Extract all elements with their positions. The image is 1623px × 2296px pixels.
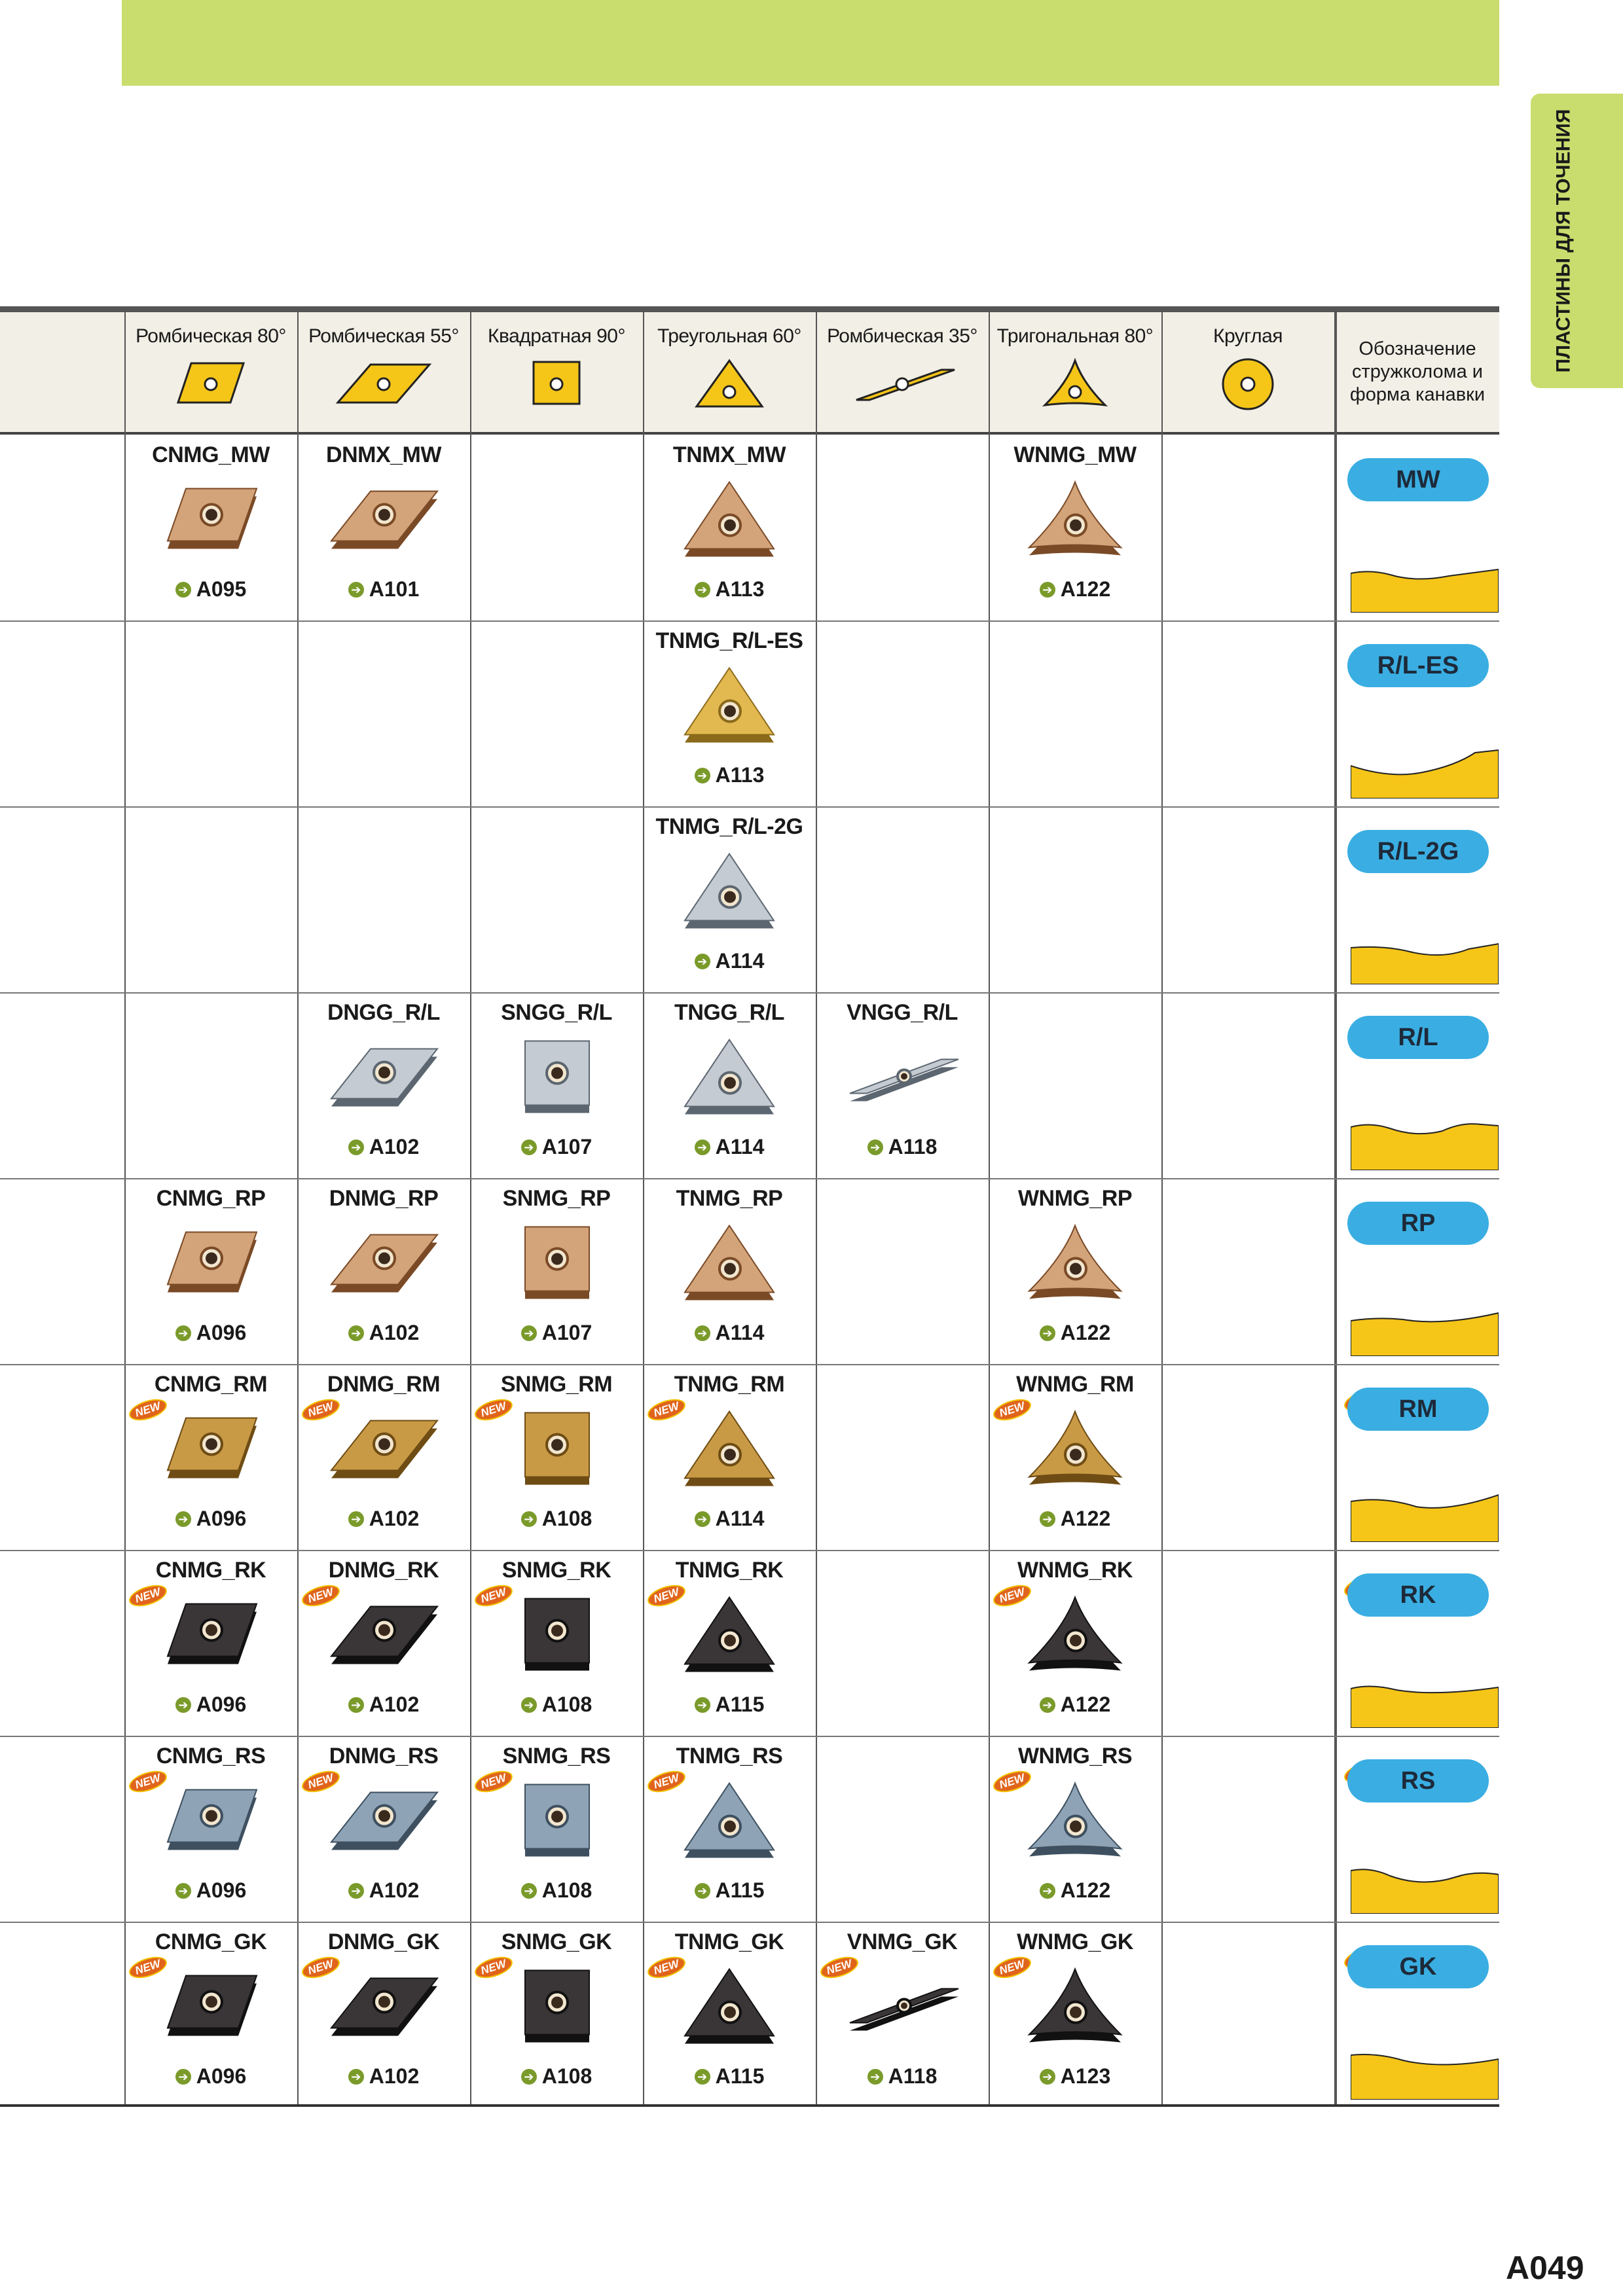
arrow-right-icon: ➔ [1040, 1325, 1055, 1341]
page-reference-link[interactable] [989, 1321, 1161, 1345]
insert-image [325, 1031, 443, 1126]
page-reference-link[interactable] [643, 577, 816, 601]
rhombic-55-icon [325, 357, 443, 412]
arrow-right-icon: ➔ [695, 1325, 710, 1341]
insert-image [325, 1217, 443, 1312]
trigon-80-icon [1016, 357, 1134, 412]
page-reference-link[interactable] [124, 577, 297, 601]
insert-image [325, 1589, 443, 1684]
page-reference-link[interactable] [989, 2064, 1161, 2089]
chipbreaker-legend-header: Обозначение стружколома и форма канавки [1349, 338, 1486, 405]
page-reference-label: A118 [888, 1135, 938, 1158]
insert-image [325, 1775, 443, 1870]
column-label: Круглая [1213, 325, 1283, 347]
insert-cell[interactable] [643, 1922, 816, 2108]
page-reference-link[interactable] [643, 763, 816, 787]
insert-cell[interactable] [816, 992, 989, 1178]
insert-code: TNMG_RK [675, 1558, 784, 1583]
chipbreaker-badge[interactable]: RM [1347, 1388, 1489, 1431]
insert-code: TNMG_RM [674, 1372, 785, 1397]
section-tab-label: ПЛАСТИНЫ ДЛЯ ТОЧЕНИЯ [1552, 109, 1575, 373]
arrow-right-icon: ➔ [175, 582, 191, 598]
arrow-right-icon: ➔ [521, 2069, 537, 2085]
page-reference-link[interactable] [643, 1507, 816, 1531]
new-badge: NEW [991, 1767, 1033, 1796]
insert-image [152, 1403, 270, 1498]
insert-cell[interactable] [643, 806, 816, 992]
new-badge: NEW [126, 1767, 169, 1796]
page-reference-label: A102 [369, 1878, 420, 1902]
insert-image [498, 1589, 615, 1684]
page-reference-link[interactable] [297, 1507, 470, 1531]
new-badge: NEW [472, 1952, 515, 1982]
round-icon [1189, 357, 1307, 412]
page-reference-link[interactable] [816, 2064, 989, 2089]
groove-profile-icon [1351, 746, 1499, 798]
insert-image [1016, 1589, 1134, 1684]
insert-image [670, 660, 788, 755]
insert-image [670, 1589, 788, 1684]
insert-code: SNMG_RS [502, 1744, 611, 1768]
arrow-right-icon: ➔ [348, 1139, 364, 1155]
arrow-right-icon: ➔ [695, 2069, 710, 2085]
page-reference-link[interactable] [470, 1135, 643, 1159]
groove-profile-icon [1351, 1118, 1499, 1170]
new-badge: NEW [472, 1581, 515, 1610]
insert-image [670, 474, 788, 569]
arrow-right-icon: ➔ [867, 1139, 883, 1155]
page-reference-link[interactable] [643, 1693, 816, 1717]
column-header-square-90 [470, 312, 643, 432]
insert-cell[interactable] [470, 1178, 643, 1364]
insert-image [1016, 474, 1134, 569]
arrow-right-icon: ➔ [348, 1883, 364, 1899]
insert-cell[interactable] [297, 1550, 470, 1736]
page-reference-link[interactable] [124, 2064, 297, 2089]
insert-image [325, 474, 443, 569]
insert-code: WNMG_RK [1017, 1558, 1133, 1583]
insert-cell[interactable] [989, 435, 1161, 620]
new-badge: NEW [645, 1395, 687, 1424]
insert-image [498, 1403, 615, 1498]
page-reference-label: A102 [369, 1693, 420, 1716]
arrow-right-icon: ➔ [175, 2069, 191, 2085]
rhombic-35-icon [843, 357, 961, 412]
column-header-rhombic-80 [124, 312, 297, 432]
insert-cell[interactable] [470, 1736, 643, 1922]
insert-image [1016, 1775, 1134, 1870]
insert-image [1016, 1403, 1134, 1498]
new-badge: NEW [472, 1767, 515, 1796]
column-header-round [1161, 312, 1334, 432]
page-reference-label: A108 [541, 1878, 593, 1902]
insert-code: TNMG_RS [676, 1744, 783, 1768]
column-divider [1161, 312, 1163, 2104]
arrow-right-icon: ➔ [521, 1139, 537, 1155]
page-reference-link[interactable] [124, 1507, 297, 1531]
arrow-right-icon: ➔ [175, 1325, 191, 1341]
page-reference-link[interactable] [297, 2064, 470, 2089]
insert-cell[interactable] [643, 620, 816, 806]
insert-code: TNMG_R/L-2G [655, 814, 803, 839]
insert-cell[interactable] [297, 1736, 470, 1922]
insert-code: DNMG_RM [327, 1372, 441, 1397]
insert-code: DNMX_MW [326, 442, 441, 467]
page-reference-label: A096 [196, 1321, 247, 1344]
arrow-right-icon: ➔ [348, 2069, 364, 2085]
insert-image [670, 1403, 788, 1498]
arrow-right-icon: ➔ [867, 2069, 883, 2085]
column-label: Ромбическая 55° [308, 325, 459, 347]
column-label: Квадратная 90° [488, 325, 625, 347]
insert-code: WNMG_RS [1017, 1744, 1133, 1768]
column-label: Треугольная 60° [657, 325, 801, 347]
chipbreaker-badge[interactable]: R/L-2G [1347, 830, 1489, 873]
new-badge: NEW [126, 1395, 169, 1424]
arrow-right-icon: ➔ [1040, 1883, 1055, 1899]
arrow-right-icon: ➔ [521, 1697, 537, 1713]
page-reference-link[interactable] [643, 2064, 816, 2089]
arrow-right-icon: ➔ [1040, 582, 1055, 598]
page-reference-label: A113 [715, 577, 765, 601]
page-reference-label: A096 [196, 1878, 247, 1902]
arrow-right-icon: ➔ [695, 1883, 710, 1899]
insert-cell[interactable] [470, 992, 643, 1178]
insert-code: CNMG_RM [154, 1372, 268, 1397]
insert-code: TNMG_RP [676, 1186, 783, 1211]
chipbreaker-badge[interactable]: R/L-ES [1347, 644, 1489, 687]
groove-profile-icon [1351, 560, 1499, 613]
groove-profile-icon [1351, 1676, 1499, 1728]
insert-code: SNGG_R/L [501, 1000, 612, 1025]
arrow-right-icon: ➔ [695, 582, 710, 598]
insert-image [670, 1961, 788, 2056]
insert-image [1016, 1961, 1134, 2056]
arrow-right-icon: ➔ [695, 768, 710, 783]
chipbreaker-badge[interactable]: RK [1347, 1573, 1489, 1617]
new-badge: NEW [299, 1581, 342, 1610]
insert-code: CNMG_RS [156, 1744, 266, 1768]
page-reference-label: A096 [196, 1507, 247, 1530]
arrow-right-icon: ➔ [348, 582, 364, 598]
insert-code: VNGG_R/L [847, 1000, 958, 1025]
insert-code: WNMG_MW [1013, 442, 1137, 467]
arrow-right-icon: ➔ [175, 1511, 191, 1527]
groove-profile-icon [1351, 2047, 1499, 2100]
insert-cell[interactable] [816, 1922, 989, 2108]
insert-cell[interactable] [124, 435, 297, 620]
column-header-rhombic-35 [816, 312, 989, 432]
page-reference-label: A107 [541, 1321, 593, 1344]
page-reference-link[interactable] [643, 1878, 816, 1903]
insert-code: DNMG_RK [328, 1558, 439, 1583]
arrow-right-icon: ➔ [1040, 1511, 1055, 1527]
page-reference-label: A115 [715, 2064, 765, 2088]
insert-code: SNMG_RK [501, 1558, 611, 1583]
insert-image [1016, 1217, 1134, 1312]
page-reference-label: A108 [541, 1693, 593, 1716]
arrow-right-icon: ➔ [521, 1511, 537, 1527]
page-reference-link[interactable] [297, 1135, 470, 1159]
insert-code: SNMG_RP [502, 1186, 611, 1211]
insert-cell[interactable] [470, 1922, 643, 2108]
insert-image [670, 846, 788, 941]
new-badge: NEW [472, 1395, 515, 1424]
insert-image [325, 1403, 443, 1498]
insert-cell[interactable] [470, 1550, 643, 1736]
page-reference-label: A114 [715, 949, 765, 973]
insert-cell[interactable] [989, 1550, 1161, 1736]
insert-cell[interactable] [297, 435, 470, 620]
insert-image [498, 1217, 615, 1312]
groove-profile-icon [1351, 1490, 1499, 1542]
new-badge: NEW [645, 1767, 687, 1796]
page-reference-label: A108 [541, 2064, 593, 2088]
new-badge: NEW [645, 1952, 687, 1982]
page-reference-label: A108 [541, 1507, 593, 1530]
page-reference-label: A096 [196, 1693, 247, 1716]
insert-code: TNMG_GK [674, 1929, 784, 1954]
page-reference-label: A107 [541, 1135, 593, 1158]
page-reference-label: A102 [369, 2064, 420, 2088]
page-reference-label: A095 [196, 577, 247, 601]
insert-code: SNMG_RM [500, 1372, 613, 1397]
page-reference-label: A115 [715, 1693, 765, 1716]
insert-image [843, 1031, 961, 1126]
column-divider [816, 312, 817, 2104]
chipbreaker-badge[interactable]: RP [1347, 1202, 1489, 1245]
insert-image [670, 1775, 788, 1870]
insert-image [152, 1961, 270, 2056]
insert-cell[interactable] [124, 1922, 297, 2108]
page-reference-label: A101 [369, 577, 420, 601]
insert-cell[interactable] [124, 1178, 297, 1364]
column-header-triangle-60 [643, 312, 816, 432]
page-reference-link[interactable] [124, 1321, 297, 1345]
page-reference-link[interactable] [643, 949, 816, 973]
page-reference-link[interactable] [643, 1135, 816, 1159]
page-reference-label: A114 [715, 1135, 765, 1158]
insert-cell[interactable] [643, 1364, 816, 1550]
new-badge: NEW [818, 1952, 860, 1982]
arrow-right-icon: ➔ [521, 1325, 537, 1341]
insert-code: SNMG_GK [501, 1929, 612, 1954]
page-reference-link[interactable] [989, 577, 1161, 601]
page-reference-link[interactable] [470, 1878, 643, 1903]
insert-cell[interactable] [297, 992, 470, 1178]
page-reference-link[interactable] [470, 1507, 643, 1531]
insert-image [498, 1961, 615, 2056]
insert-cell[interactable] [297, 1364, 470, 1550]
new-badge: NEW [299, 1767, 342, 1796]
top-color-band [122, 0, 1499, 86]
insert-code: CNMG_RP [156, 1186, 266, 1211]
arrow-right-icon: ➔ [695, 954, 710, 969]
page-reference-label: A096 [196, 2064, 247, 2088]
arrow-right-icon: ➔ [521, 1883, 537, 1899]
insert-code: WNMG_RP [1017, 1186, 1133, 1211]
arrow-right-icon: ➔ [348, 1511, 364, 1527]
insert-image [152, 474, 270, 569]
page-reference-link[interactable] [297, 1321, 470, 1345]
insert-cell[interactable] [643, 1178, 816, 1364]
insert-cell[interactable] [643, 435, 816, 620]
arrow-right-icon: ➔ [1040, 2069, 1055, 2085]
new-badge: NEW [299, 1395, 342, 1424]
insert-code: CNMG_RK [155, 1558, 266, 1583]
insert-cell[interactable] [989, 1922, 1161, 2108]
page-reference-link[interactable] [643, 1321, 816, 1345]
insert-code: TNGG_R/L [674, 1000, 784, 1025]
arrow-right-icon: ➔ [348, 1697, 364, 1713]
triangle-60-icon [670, 357, 788, 412]
page-reference-link[interactable] [124, 1878, 297, 1903]
insert-cell[interactable] [989, 1736, 1161, 1922]
chipbreaker-badge[interactable]: R/L [1347, 1016, 1489, 1059]
new-badge: NEW [991, 1395, 1033, 1424]
insert-cell[interactable] [643, 1550, 816, 1736]
column-header-rhombic-55 [297, 312, 470, 432]
insert-code: VNMG_GK [847, 1929, 958, 1954]
insert-code: CNMG_MW [152, 442, 270, 467]
new-badge: NEW [126, 1581, 169, 1610]
chipbreaker-badge[interactable]: RS [1347, 1759, 1489, 1803]
page-reference-label: A114 [715, 1507, 765, 1530]
column-header-trigon-80 [989, 312, 1161, 432]
page-reference-link[interactable] [470, 2064, 643, 2089]
insert-cell[interactable] [124, 1550, 297, 1736]
table-top-rule [0, 306, 1499, 312]
groove-profile-icon [1351, 1304, 1499, 1356]
arrow-right-icon: ➔ [695, 1139, 710, 1155]
page-number: A049 [1506, 2250, 1584, 2286]
page-reference-link[interactable] [989, 1693, 1161, 1717]
column-label: Ромбическая 80° [136, 325, 286, 347]
page-reference-label: A123 [1060, 2064, 1111, 2088]
page-reference-label: A114 [715, 1321, 765, 1344]
arrow-right-icon: ➔ [695, 1511, 710, 1527]
insert-image [498, 1775, 615, 1870]
insert-image [670, 1031, 788, 1126]
page-reference-label: A122 [1060, 1507, 1111, 1530]
page-reference-label: A118 [888, 2064, 938, 2088]
insert-code: TNMG_R/L-ES [655, 628, 803, 653]
new-badge: NEW [299, 1952, 342, 1982]
page-reference-link[interactable] [816, 1135, 989, 1159]
insert-image [670, 1217, 788, 1312]
page-reference-link[interactable] [989, 1507, 1161, 1531]
insert-cell[interactable] [124, 1736, 297, 1922]
page-reference-link[interactable] [470, 1321, 643, 1345]
insert-cell[interactable] [989, 1364, 1161, 1550]
page-reference-label: A102 [369, 1321, 420, 1344]
page-reference-label: A122 [1060, 1693, 1111, 1716]
arrow-right-icon: ➔ [695, 1697, 710, 1713]
groove-profile-icon [1351, 1861, 1499, 1914]
page-reference-label: A115 [715, 1878, 765, 1902]
arrow-right-icon: ➔ [1040, 1697, 1055, 1713]
insert-cell[interactable] [297, 1178, 470, 1364]
page-reference-link[interactable] [470, 1693, 643, 1717]
new-badge: NEW [126, 1952, 169, 1982]
page-reference-label: A122 [1060, 1321, 1111, 1344]
insert-image [152, 1589, 270, 1684]
insert-cell[interactable] [989, 1178, 1161, 1364]
new-badge: NEW [991, 1952, 1033, 1982]
page-reference-link[interactable] [297, 1878, 470, 1903]
insert-code: CNMG_GK [155, 1929, 267, 1954]
insert-image [325, 1961, 443, 2056]
page-reference-label: A102 [369, 1135, 420, 1158]
arrow-right-icon: ➔ [175, 1697, 191, 1713]
page-reference-label: A113 [715, 763, 765, 787]
rhombic-80-icon [152, 357, 270, 412]
page-reference-link[interactable] [297, 577, 470, 601]
insert-code: DNMG_GK [327, 1929, 440, 1954]
insert-image [843, 1961, 961, 2056]
insert-cell[interactable] [643, 992, 816, 1178]
column-label: Ромбическая 35° [827, 325, 977, 347]
chipbreaker-badge[interactable]: MW [1347, 458, 1489, 501]
insert-cell[interactable] [470, 1364, 643, 1550]
square-90-icon [498, 357, 615, 412]
insert-cell[interactable] [124, 1364, 297, 1550]
insert-code: WNMG_GK [1017, 1929, 1133, 1954]
insert-cell[interactable] [297, 1922, 470, 2108]
insert-code: DNMG_RP [329, 1186, 439, 1211]
new-badge: NEW [645, 1581, 687, 1610]
page-reference-label: A122 [1060, 1878, 1111, 1902]
page-reference-link[interactable] [989, 1878, 1161, 1903]
insert-cell[interactable] [643, 1736, 816, 1922]
insert-code: TNMX_MW [672, 442, 786, 467]
page-reference-label: A122 [1060, 577, 1111, 601]
insert-code: DNGG_R/L [327, 1000, 440, 1025]
page-reference-link[interactable] [124, 1693, 297, 1717]
arrow-right-icon: ➔ [175, 1883, 191, 1899]
insert-image [152, 1217, 270, 1312]
groove-profile-icon [1351, 932, 1499, 984]
insert-image [498, 1031, 615, 1126]
insert-image [152, 1775, 270, 1870]
arrow-right-icon: ➔ [348, 1325, 364, 1341]
page-reference-link[interactable] [297, 1693, 470, 1717]
page-reference-label: A102 [369, 1507, 420, 1530]
chipbreaker-badge[interactable]: GK [1347, 1945, 1489, 1988]
new-badge: NEW [991, 1581, 1033, 1610]
column-label: Тригональная 80° [996, 325, 1154, 347]
insert-code: DNMG_RS [329, 1744, 439, 1768]
insert-code: WNMG_RM [1016, 1372, 1134, 1397]
column-divider [1334, 312, 1337, 2104]
